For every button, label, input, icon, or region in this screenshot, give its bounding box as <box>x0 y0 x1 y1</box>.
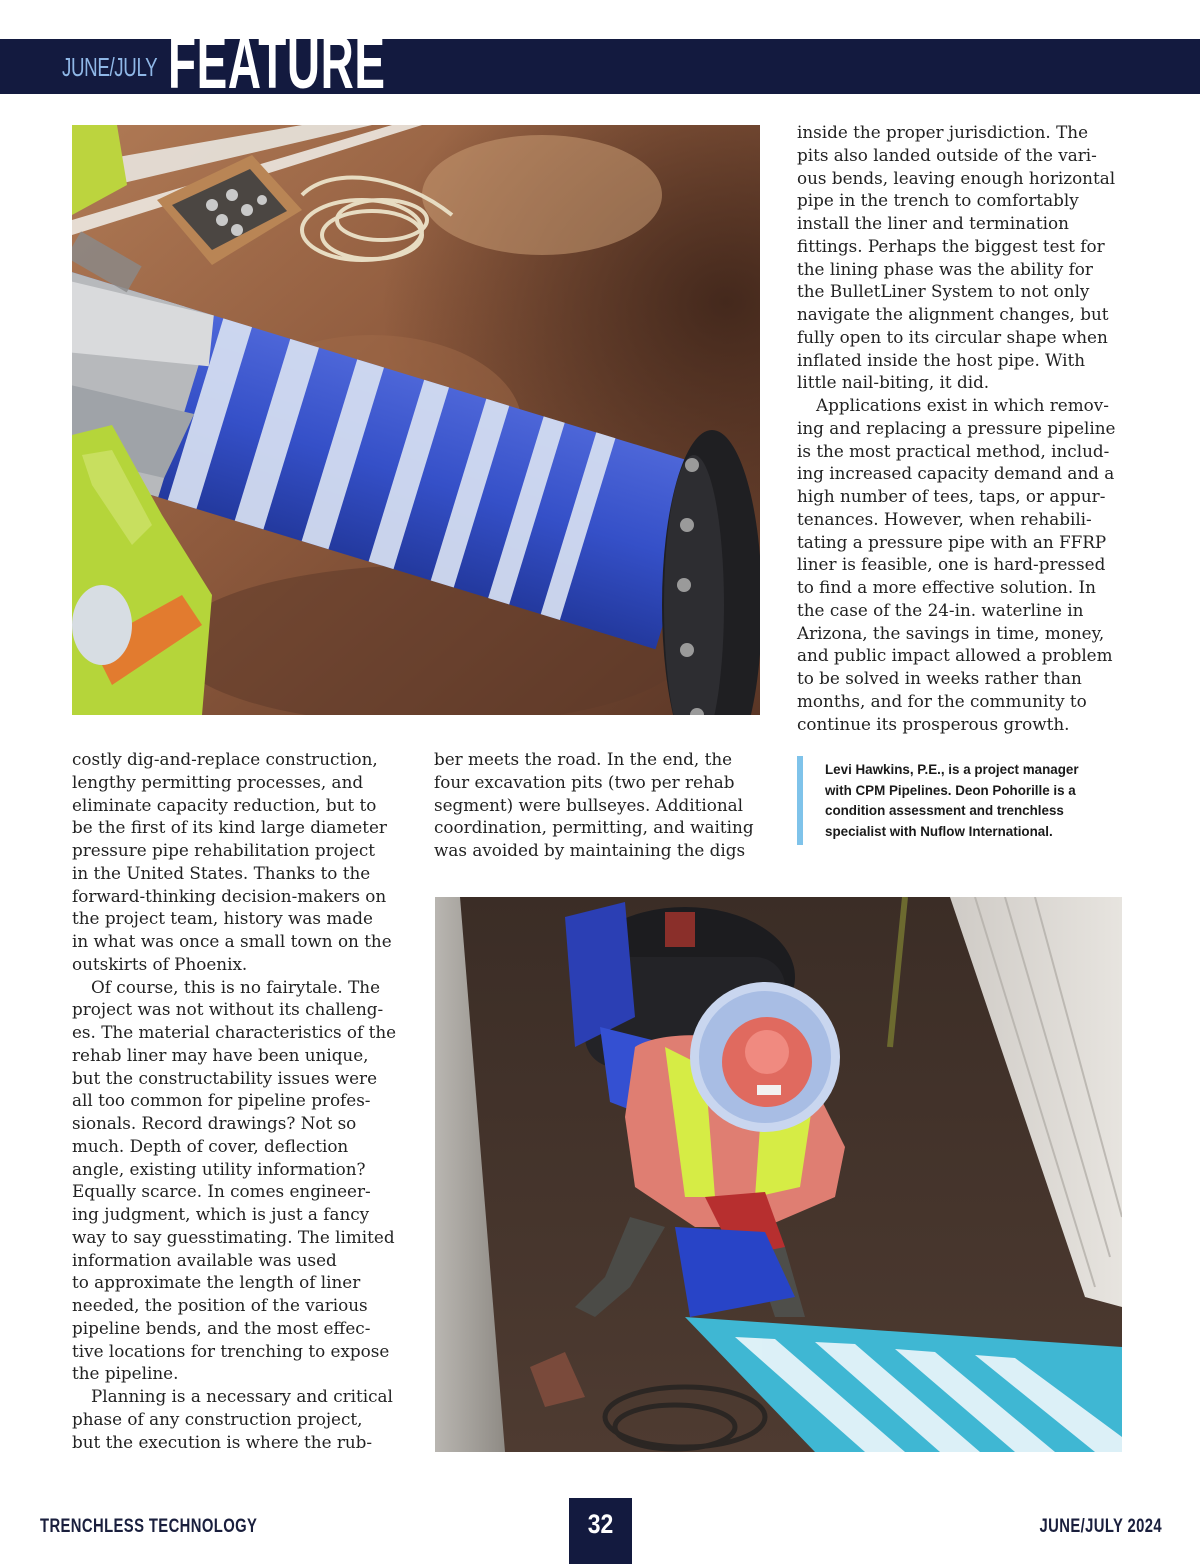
photo-bottom-excavation-pit <box>435 897 1122 1452</box>
article-line: forward-thinking decision-makers on <box>72 885 387 906</box>
article-line: ing judgment, which is just a fancy <box>72 1204 370 1224</box>
article-line: Planning is a necessary and critical <box>91 1386 393 1406</box>
author-bio-line: Levi Hawkins, P.E., is a project manager <box>825 762 1079 777</box>
author-bio-line: condition assessment and trenchless <box>825 803 1064 819</box>
article-line: segment) were bullseyes. Additional <box>434 794 744 815</box>
article-line: four excavation pits (two per rehab <box>434 771 735 792</box>
article-line: Equally scarce. In comes engineer- <box>72 1181 371 1202</box>
article-line: rehab liner may have been unique, <box>72 1044 369 1065</box>
article-line: much. Depth of cover, deflection <box>72 1135 349 1156</box>
article-line: to be solved in weeks rather than <box>797 668 1082 688</box>
article-line: inside the proper jurisdiction. The <box>797 122 1089 142</box>
article-line: the pipeline. <box>72 1363 179 1384</box>
article-line: es. The material characteristics of the <box>72 1022 397 1042</box>
article-line: phase of any construction project, <box>72 1408 363 1429</box>
article-line: tenances. However, when rehabili- <box>797 508 1092 529</box>
article-line: but the constructability issues were <box>72 1067 378 1088</box>
article-line: information available was used <box>72 1249 337 1270</box>
article-line: sionals. Record drawings? Not so <box>72 1113 357 1133</box>
article-line: inflated inside the host pipe. With <box>797 349 1086 370</box>
article-line: pipeline bends, and the most effec- <box>72 1317 371 1338</box>
article-column-left <box>72 748 402 1453</box>
header-section-label: FEATURE <box>168 21 386 104</box>
article-line: angle, existing utility information? <box>72 1158 366 1179</box>
article-line: the BulletLiner System to not only <box>797 281 1090 302</box>
article-line: costly dig-and-replace construction, <box>72 749 378 769</box>
page-number: 32 <box>587 1509 614 1539</box>
article-line: the project team, history was made <box>72 908 373 929</box>
article-line: but the execution is where the rub- <box>72 1431 373 1452</box>
article-line: fully open to its circular shape when <box>797 326 1108 347</box>
author-bio-line: with CPM Pipelines. Deon Pohorille is a <box>825 782 1076 798</box>
author-bio-line: specialist with Nuflow International. <box>825 823 1053 839</box>
article-line: lengthy permitting processes, and <box>72 771 364 792</box>
article-line: Applications exist in which remov- <box>816 395 1109 415</box>
article-line: ing and replacing a pressure pipeline <box>797 417 1116 438</box>
bio-accent-bar <box>797 756 803 845</box>
article-line: liner is feasible, one is hard-pressed <box>797 554 1106 575</box>
article-line: outskirts of Phoenix. <box>72 953 248 974</box>
photo-bottom-illustration <box>435 897 1122 1452</box>
article-line: Of course, this is no fairytale. The <box>91 976 381 997</box>
article-column-middle <box>434 748 764 862</box>
article-line: tating a pressure pipe with an FFRP <box>797 531 1107 552</box>
footer-publication: TRENCHLESS TECHNOLOGY <box>40 1516 258 1537</box>
article-column-right-top <box>797 121 1127 735</box>
author-bio <box>825 760 1125 842</box>
footer-issue-date: JUNE/JULY 2024 <box>1039 1516 1162 1537</box>
article-line: project was not without its challeng- <box>72 999 384 1020</box>
photo-top-illustration <box>72 125 760 715</box>
article-line: and public impact allowed a problem <box>797 645 1113 666</box>
article-line: in what was once a small town on the <box>72 931 392 951</box>
article-line: in the United States. Thanks to the <box>72 862 371 883</box>
article-line: coordination, permitting, and waiting <box>434 817 754 838</box>
article-line: tive locations for trenching to expose <box>72 1340 390 1361</box>
article-line: to find a more effective solution. In <box>797 577 1096 597</box>
article-line: to approximate the length of liner <box>72 1272 361 1293</box>
article-line: Arizona, the savings in time, money, <box>797 622 1105 643</box>
article-line: be the first of its kind large diameter <box>72 817 387 838</box>
article-line: pits also landed outside of the vari- <box>797 144 1097 165</box>
article-line: the lining phase was the ability for <box>797 258 1093 279</box>
header-issue-label: JUNE/JULY <box>62 52 158 82</box>
article-line: ous bends, leaving enough horizontal <box>797 167 1116 188</box>
article-line: months, and for the community to <box>797 690 1087 711</box>
article-line: all too common for pipeline profes- <box>72 1090 371 1111</box>
article-line: high number of tees, taps, or appur- <box>797 486 1106 506</box>
article-line: install the liner and termination <box>797 213 1069 233</box>
article-line: navigate the alignment changes, but <box>797 304 1109 324</box>
article-line: the case of the 24-in. waterline in <box>797 599 1084 620</box>
article-line: pipe in the trench to comfortably <box>797 190 1079 211</box>
article-line: fittings. Perhaps the biggest test for <box>797 235 1105 256</box>
article-line: little nail-biting, it did. <box>797 372 990 393</box>
article-line: is the most practical method, includ- <box>797 440 1110 461</box>
article-line: eliminate capacity reduction, but to <box>72 794 377 815</box>
article-line: way to say guesstimating. The limited <box>72 1226 395 1247</box>
article-line: needed, the position of the various <box>72 1295 368 1315</box>
article-line: continue its prosperous growth. <box>797 713 1070 734</box>
article-line: was avoided by maintaining the digs <box>434 840 746 860</box>
article-line: ing increased capacity demand and a <box>797 463 1115 484</box>
photo-top-trench <box>72 125 760 715</box>
article-line: pressure pipe rehabilitation project <box>72 840 375 860</box>
article-line: ber meets the road. In the end, the <box>434 749 733 769</box>
